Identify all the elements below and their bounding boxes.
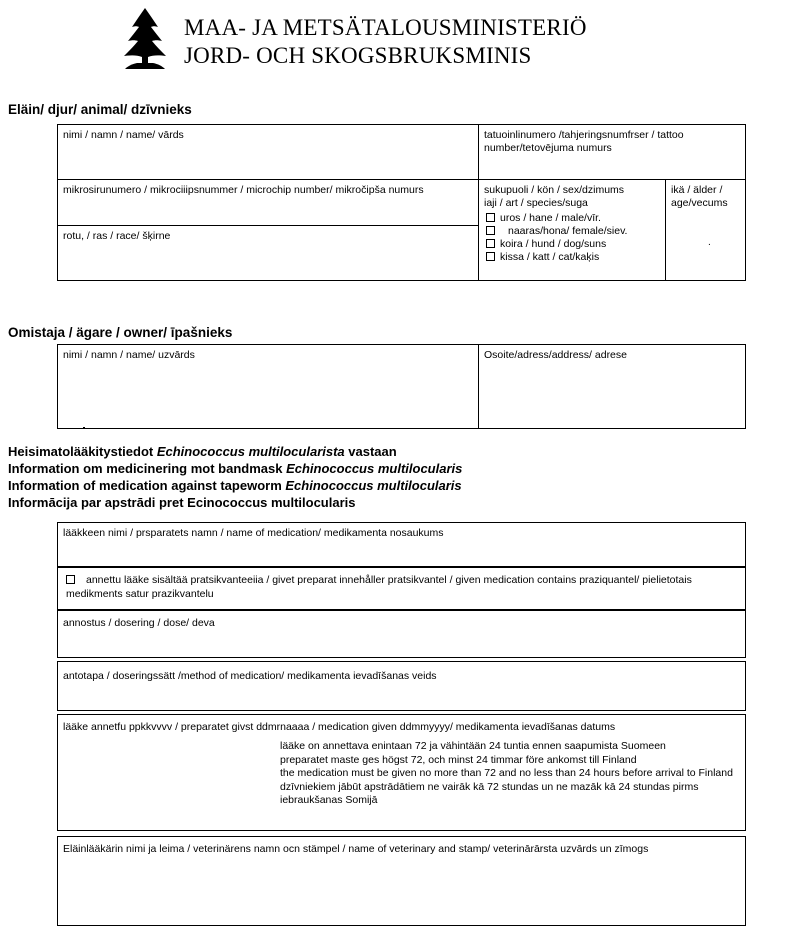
stray-mark: [83, 427, 85, 429]
sex-option-male[interactable]: uros / hane / male/vīr.: [486, 212, 665, 225]
medication-title-line-2: Information om medicinering mot bandmask Echinococcus multilocularis: [8, 461, 463, 476]
animal-sex-species-cell[interactable]: [478, 180, 665, 281]
animal-tattoo-label: tatuoinlinumero /tahjeringsnumfrser / tattoo number/tetovējuma numurs: [484, 129, 684, 154]
medication-title-line-4: Informācija par apstrādi pret Ecinococcus multilocularis: [8, 495, 356, 510]
dosage-label: annostus / dosering / dose/ deva: [63, 617, 215, 629]
timing-note-line-1: lääke on annettava enintaan 72 ja vähintään 24 tuntia ennen saapumista Suomeen: [280, 740, 666, 752]
animal-microchip-label: mikrosirunumero / mikrociiipsnummer / microchip number/ mikročipša numurs: [63, 184, 424, 196]
owner-name-label: nimi / namn / name/ uzvārds: [63, 349, 195, 361]
species-option-dog[interactable]: koira / hund / dog/suns: [486, 238, 665, 251]
owner-address-label: Osoite/adress/address/ adrese: [484, 349, 627, 361]
veterinary-label: Eläinlääkärin nimi ja leima / veterinärens namn ocn stämpel / name of veterinary and stamp/ veterinārārsta uzvārds un zīmogs: [63, 843, 649, 855]
coat-of-arms-pine-icon: [118, 8, 172, 70]
dosage-box[interactable]: [57, 610, 746, 658]
medication-name-box[interactable]: [57, 522, 746, 567]
age-dot-marker: .: [708, 237, 711, 248]
medication-date-box[interactable]: [57, 714, 746, 831]
animal-sex-label: sukupuoli / kön / sex/dzimums: [484, 184, 625, 196]
animal-name-label: nimi / namn / name/ vārds: [63, 129, 184, 141]
animal-section-heading: Eläin/ djur/ animal/ dzīvnieks: [8, 102, 192, 117]
timing-note-line-3: the medication must be given no more than 72 and no less than 24 hours before arrival to Finland: [280, 767, 733, 779]
timing-note: [58, 734, 745, 808]
checkbox-male-icon[interactable]: [486, 213, 495, 222]
owner-name-cell[interactable]: [58, 345, 478, 428]
praziquantel-box[interactable]: [57, 567, 746, 610]
animal-name-cell[interactable]: [58, 125, 478, 179]
ministry-title-fi: MAA- JA METSÄTALOUSMINISTERIÖ: [184, 15, 587, 40]
species-option-cat[interactable]: kissa / katt / cat/kaķis: [486, 251, 665, 264]
checkbox-dog-icon[interactable]: [486, 239, 495, 248]
animal-table: [57, 124, 746, 281]
praziquantel-label: annettu lääke sisältää pratsikvanteeiia / givet preparat innehåller pratsikvantel / given medication contains praziquantel/ pielietotais medikments satur prazikvantelu: [66, 574, 692, 600]
animal-microchip-cell[interactable]: [58, 180, 478, 225]
animal-age-cell[interactable]: [665, 180, 745, 281]
ministry-title-sv: JORD- OCH SKOGSBRUKSMINIS: [184, 43, 532, 68]
animal-species-label: iaji / art / species/suga: [484, 197, 588, 209]
checkbox-cat-icon[interactable]: [486, 252, 495, 261]
method-label: antotapa / doseringssätt /method of medication/ medikamenta ievadīšanas veids: [63, 670, 437, 682]
checkbox-praziquantel-icon[interactable]: [66, 575, 75, 584]
medication-name-label: lääkkeen nimi / prsparatets namn / name of medication/ medikamenta nosaukums: [63, 527, 444, 539]
method-box[interactable]: [57, 661, 746, 711]
owner-table: [57, 344, 746, 429]
timing-note-line-5: iebraukšanas Somijā: [280, 794, 378, 806]
animal-age-label: ikä / älder / age/vecums: [671, 184, 728, 209]
owner-address-cell[interactable]: [478, 345, 745, 428]
checkbox-female-icon[interactable]: [486, 226, 495, 235]
medication-title-block: [8, 443, 788, 511]
sex-option-female[interactable]: naaras/hona/ female/siev.: [486, 225, 665, 238]
animal-breed-cell[interactable]: [58, 225, 478, 280]
medication-title-line-1: Heisimatolääkitystiedot Echinococcus multilocularista vastaan: [8, 444, 397, 459]
veterinary-stamp-box[interactable]: [57, 836, 746, 926]
owner-section-heading: Omistaja / ägare / owner/ īpašnieks: [8, 325, 233, 340]
animal-tattoo-cell[interactable]: [478, 125, 745, 179]
timing-note-line-4: dzīvniekiem jābūt apstrādātiem ne vairāk kā 72 stundas un ne mazāk kā 24 stundas pirms: [280, 780, 699, 793]
medication-title-line-3: Information of medication against tapeworm Echinococcus multilocularis: [8, 478, 462, 493]
medication-date-label: lääke annetfu ppkkvvvv / preparatet givst ddmrnaaaa / medication given ddmmyyyy/ medikamenta ievadīšanas datums: [63, 721, 616, 733]
animal-breed-label: rotu, / ras / race/ šķirne: [63, 230, 171, 242]
timing-note-line-2: preparatet maste ges högst 72, och minst 24 timmar före ankomst till Finland: [280, 753, 637, 766]
document-header: [0, 0, 800, 70]
